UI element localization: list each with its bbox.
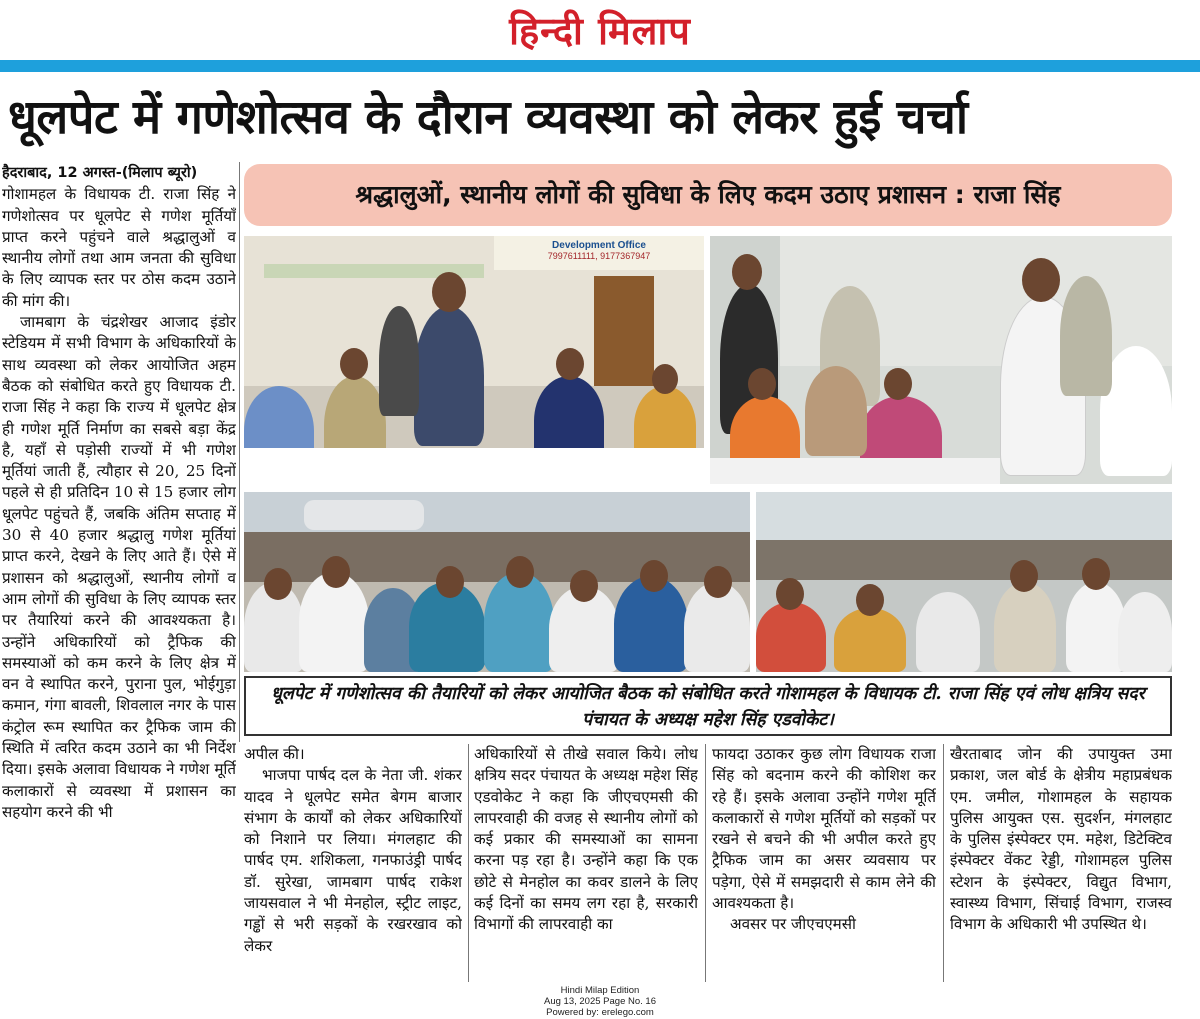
article-paragraph: गोशामहल के विधायक टी. राजा सिंह ने गणेशोत्सव पर धूलपेट से गणेश मूर्तियाँ प्राप्त करने पहुंचने वाले श्रद्धालुओं व स्थानीय लोगों तथा आम जनता की सुविधा के लिए व्यापक स्तर पर ठोस कदम उठाने की मांग की।: [2, 185, 236, 310]
article-paragraph: जामबाग के चंद्रशेखर आजाद इंडोर स्टेडियम में सभी विभाग के अधिकारियों के साथ व्यवस्था को लेकर आयोजित अहम बैठक को संबोधित करते हुए विधायक टी. राजा सिंह ने कहा कि राज्य में धूलपेट क्षेत्र ही गणेश मूर्ति निर्माण का सबसे बड़ा केंद्र है, यहाँ से पड़ोसी राज्यों में भी गणेश मूर्तियां जाती हैं, त्यौहार से 20, 25 दिनों पहले से ही प्रतिदिन 10 से 15 हजार लोग धूलपेट पहुंचते हैं, जबकि अंतिम सप्ताह में 30 से 40 हजार श्रद्धालु गणेश मूर्तियां प्राप्त करने, देखने के लिए आते हैं। ऐसे में प्रशासन को श्रद्धालुओं, स्थानीय लोगों व आम लोगों की सुविधा के लिए व्यापक स्तर पर तैयारियां करने की आवश्यकता है। उन्होंने अधिकारियों को ट्रैफिक की समस्याओं को कम करने के लिए क्षेत्र में वन वे स्थापित करने, पुराना पुल, भोईगुड़ा कमान, गंगा बावली, शिवलाल नगर के पास कंट्रोल रूम स्थापित कर ट्रैफिक जाम की स्थिति में त्वरित कदम उठाने का भी निर्देश दिया। इसके अलावा विधायक ने गणेश मूर्ति कलाकारों से व्यवस्था में प्रशासन का सहयोग करने की भी: [2, 313, 236, 821]
article-column-4: [712, 744, 936, 982]
masthead-rule: [0, 60, 1200, 72]
newspaper-logo: हिन्दी मिलाप: [509, 8, 691, 53]
article-column-2: [244, 744, 462, 982]
edition-footer: [0, 985, 1200, 1018]
dateline: हैदराबाद, 12 अगस्त-(मिलाप ब्यूरो): [2, 165, 198, 181]
article-column-1: [2, 162, 236, 984]
photo-audience-crowd: [244, 492, 750, 672]
edition-date-page: Aug 13, 2025 Page No. 16: [544, 996, 656, 1007]
column-divider: [943, 744, 944, 982]
article-paragraph: अधिकारियों से तीखे सवाल किये। लोध क्षत्रिय सदर पंचायत के अध्यक्ष महेश सिंह एडवोकेट ने कहा कि जीएचएमसी की लापरवाही की वजह से स्थानीय लोगों को कई प्रकार की समस्याओं का सामना करना पड़ रहा है। उन्होंने कहा कि एक छोटे से मेनहोल का कवर डालने के लिए कई दिनों का समय लग रहा है, सरकारी विभागों की लापरवाही का: [474, 745, 698, 934]
wall-banner: Development Office 7997611111, 9177367947: [494, 236, 704, 270]
subheadline: श्रद्धालुओं, स्थानीय लोगों की सुविधा के लिए कदम उठाए प्रशासन : राजा सिंह: [244, 164, 1172, 226]
edition-name: Hindi Milap Edition: [560, 985, 640, 996]
headline: धूलपेट में गणेशोत्सव के दौरान व्यवस्था को लेकर हुई चर्चा: [8, 90, 968, 145]
photo-officials-seated: [756, 492, 1172, 672]
column-divider: [468, 744, 469, 982]
column-divider: [705, 744, 706, 982]
article-paragraph: भाजपा पार्षद दल के नेता जी. शंकर यादव ने धूलपेट समेत बेगम बाजार संभाग के कार्यों को लेकर अधिकारियों को निशाने पर लिया। मंगलहाट की पार्षद एम. शशिकला, गनफाउंड्री पार्षद डॉ. सुरेखा, जामबाग पार्षद राकेश जायसवाल ने भी मेनहोल, स्ट्रीट लाइट, गड्ढों से भरी सड़कों के रखरखाव को लेकर: [244, 766, 462, 955]
article-column-5: [950, 744, 1172, 982]
article-paragraph: फायदा उठाकर कुछ लोग विधायक राजा सिंह को बदनाम करने की कोशिश कर रहे हैं। इसके अलावा उन्होंने गणेश मूर्ति कलाकारों से गणेश मूर्तियों को सड़कों पर रखने से बचने की भी अपील करते हुए ट्रैफिक जाम का असर व्यवसाय पर पड़ेगा, ऐसे में समझदारी से काम लेने की आवश्यकता है।: [712, 745, 936, 913]
photo-meeting-speaker: [244, 236, 704, 484]
article-paragraph: खैरताबाद जोन की उपायुक्त उमा प्रकाश, जल बोर्ड के क्षेत्रीय महाप्रबंधक एम. जमील, गोशामहल के सहायक पुलिस आयुक्त एस. सुदर्शन, मंगलहाट के पुलिस इंस्पेक्टर एम. महेश, डिटेक्टिव इंस्पेक्टर वेंकट रेड्डी, गोशामहल पुलिस स्टेशन के इंस्पेक्टर, विद्युत विभाग, स्वास्थ्य विभाग, सिंचाई विभाग, राजस्व विभाग के अधिकारी भी उपस्थित थे।: [950, 745, 1172, 934]
masthead: [0, 0, 1200, 58]
powered-by: Powered by: erelego.com: [546, 1007, 654, 1018]
photo-mla-addressing: [710, 236, 1172, 484]
article-paragraph: अपील की।: [244, 745, 305, 763]
photo-caption: धूलपेट में गणेशोत्सव की तैयारियों को लेकर आयोजित बैठक को संबोधित करते गोशामहल के विधायक टी. राजा सिंह एवं लोध क्षत्रिय सदर पंचायत के अध्यक्ष महेश सिंह एडवोकेट।: [244, 676, 1172, 736]
article-paragraph: अवसर पर जीएचएमसी: [730, 915, 856, 934]
column-divider: [239, 162, 240, 742]
article-column-3: [474, 744, 698, 982]
